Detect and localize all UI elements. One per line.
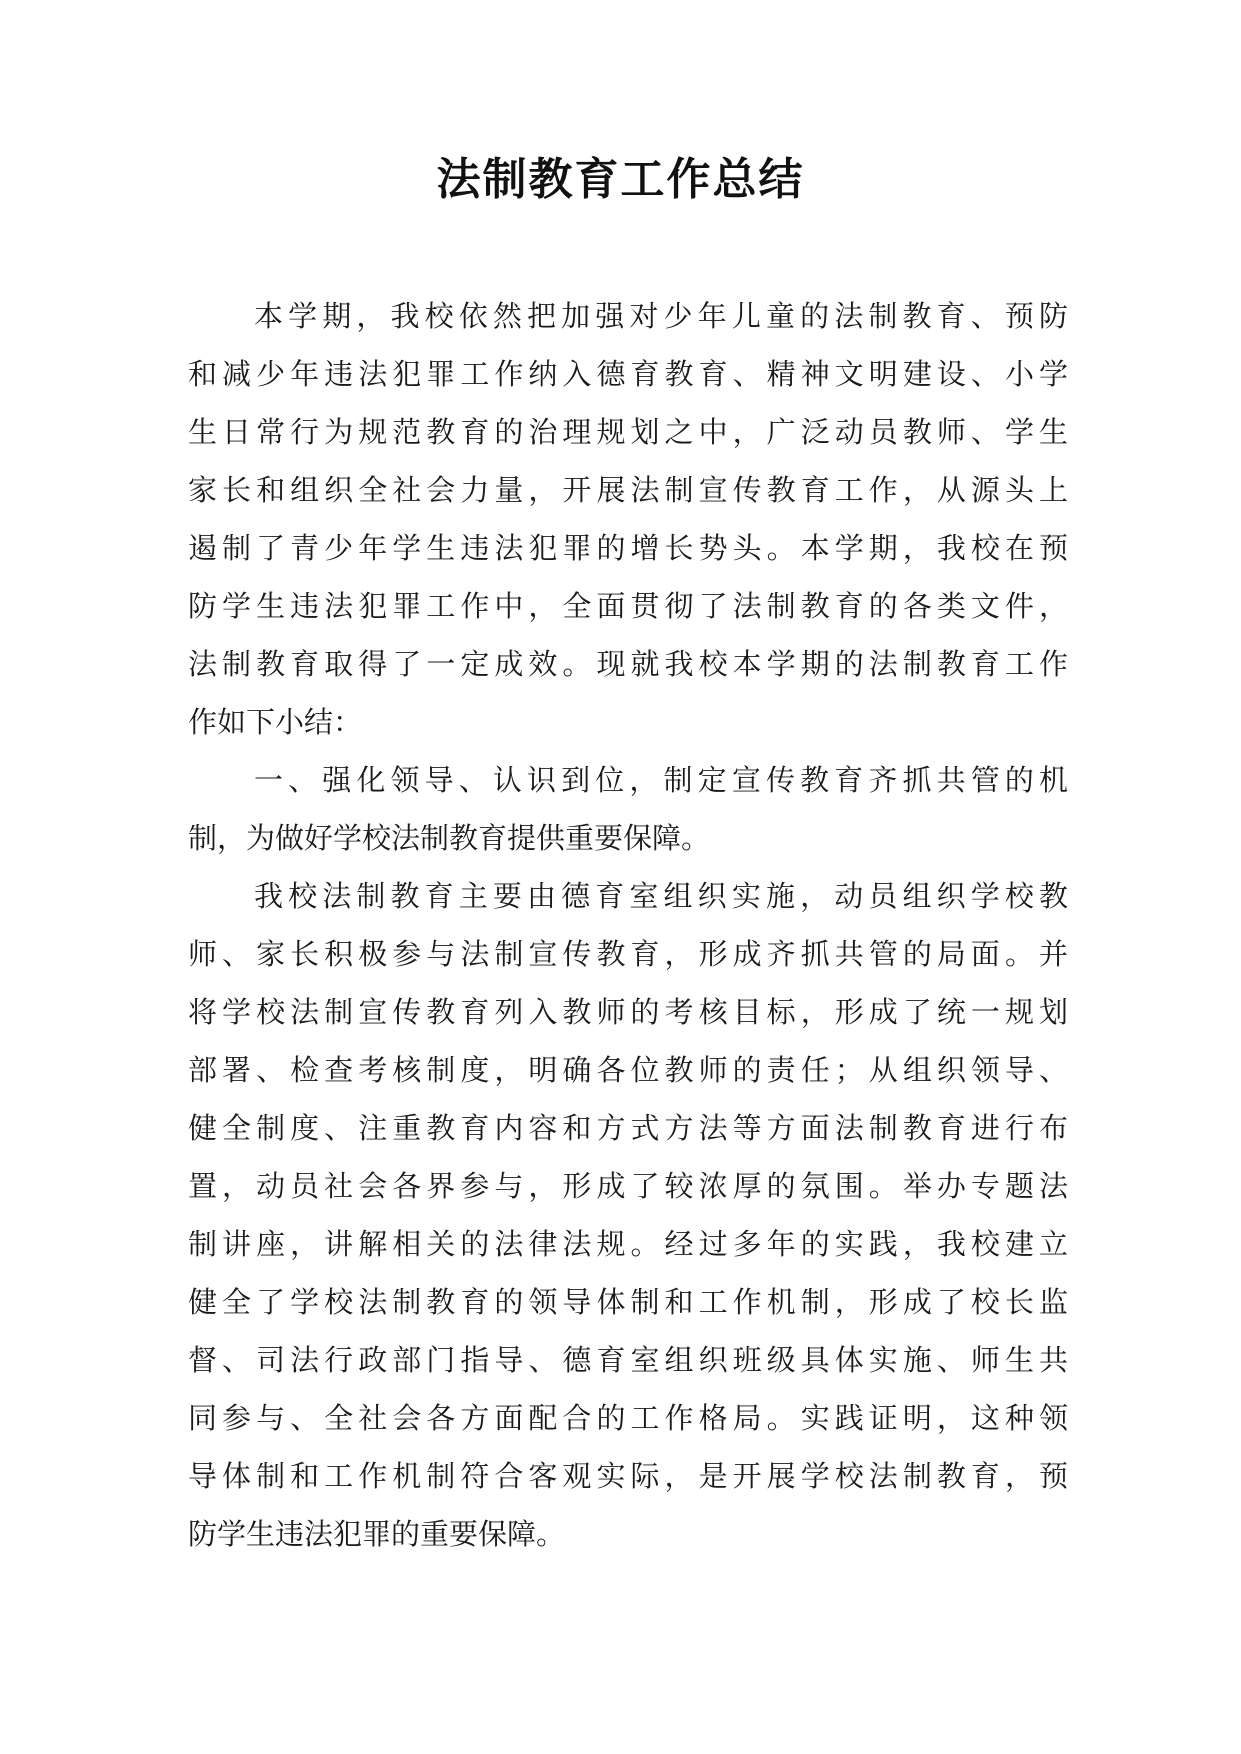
- text-line: 遏制了青少年学生违法犯罪的增长势头。本学期，我校在预: [188, 531, 1068, 565]
- text-line: 将学校法制宣传教育列入教师的考核目标，形成了统一规划: [188, 995, 1068, 1029]
- text-line: 法制教育取得了一定成效。现就我校本学期的法制教育工作: [188, 647, 1068, 681]
- text-line: 同参与、全社会各方面配合的工作格局。实践证明，这种领: [188, 1401, 1068, 1435]
- text-line: 制，为做好学校法制教育提供重要保障。: [188, 821, 711, 855]
- text-line: 本学期，我校依然把加强对少年儿童的法制教育、预防: [254, 299, 1068, 333]
- text-line: 部署、检查考核制度，明确各位教师的责任；从组织领导、: [188, 1053, 1068, 1087]
- text-line: 生日常行为规范教育的治理规划之中，广泛动员教师、学生: [188, 415, 1068, 449]
- text-line: 防学生违法犯罪的重要保障。: [188, 1517, 566, 1551]
- text-line: 家长和组织全社会力量，开展法制宣传教育工作，从源头上: [188, 473, 1068, 507]
- text-line: 制讲座，讲解相关的法律法规。经过多年的实践，我校建立: [188, 1227, 1068, 1261]
- text-line: 置，动员社会各界参与，形成了较浓厚的氛围。举办专题法: [188, 1169, 1068, 1203]
- text-line: 健全了学校法制教育的领导体制和工作机制，形成了校长监: [188, 1285, 1068, 1319]
- text-line: 和减少年违法犯罪工作纳入德育教育、精神文明建设、小学: [188, 357, 1068, 391]
- text-line: 师、家长积极参与法制宣传教育，形成齐抓共管的局面。并: [188, 937, 1068, 971]
- text-line: 一、强化领导、认识到位，制定宣传教育齐抓共管的机: [254, 763, 1068, 797]
- text-line: 健全制度、注重教育内容和方式方法等方面法制教育进行布: [188, 1111, 1068, 1145]
- text-line: 导体制和工作机制符合客观实际，是开展学校法制教育，预: [188, 1459, 1068, 1493]
- text-line: 作如下小结：: [188, 705, 363, 739]
- text-line: 督、司法行政部门指导、德育室组织班级具体实施、师生共: [188, 1343, 1068, 1377]
- page-title: 法制教育工作总结: [436, 154, 805, 205]
- text-line: 我校法制教育主要由德育室组织实施，动员组织学校教: [254, 879, 1068, 913]
- document-body: [188, 287, 1068, 1563]
- text-line: 防学生违法犯罪工作中，全面贯彻了法制教育的各类文件，: [188, 589, 1068, 623]
